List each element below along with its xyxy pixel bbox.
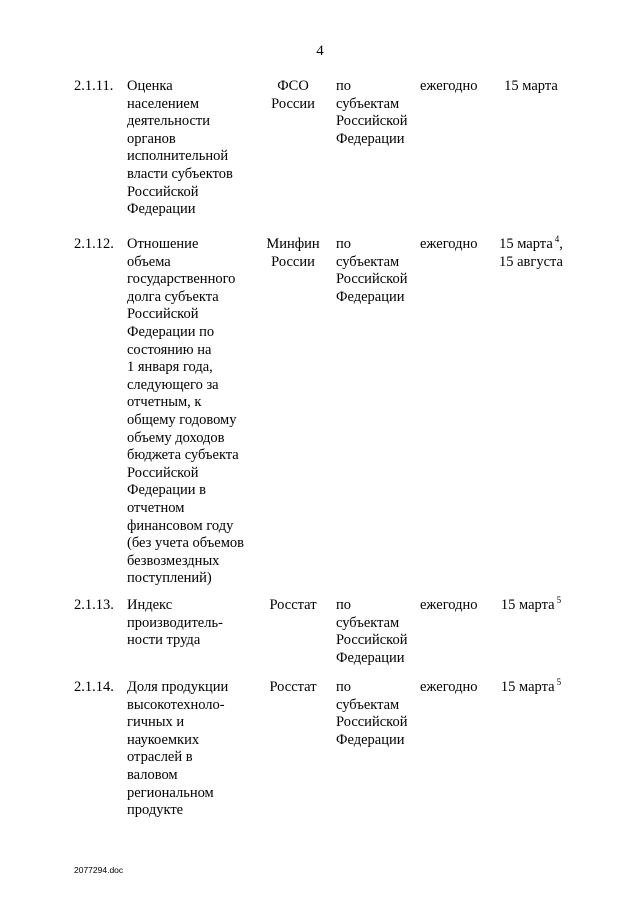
indicator-line: региональном (127, 784, 214, 801)
breakdown-level (336, 78, 416, 148)
responsible-agency (259, 679, 327, 697)
indicator-line: наукоемких (127, 731, 200, 748)
indicator-line: отчетном (127, 499, 185, 516)
breakdown-line: по (336, 679, 352, 695)
breakdown-line: Федерации (336, 731, 405, 748)
indicator-line: состоянию на (127, 341, 212, 358)
footnote-marker: 5 (556, 677, 562, 687)
indicator-line: отраслей в (127, 749, 193, 766)
date-text: 15 марта (504, 78, 558, 94)
indicator-line: бюджета субъекта (127, 447, 239, 464)
indicator-line: Отношение (127, 236, 199, 252)
indicator-line: гичных и (127, 714, 185, 731)
indicator-table (0, 78, 640, 829)
document-filename: 2077294.doc (74, 865, 124, 875)
date-separator: , (559, 236, 563, 252)
breakdown-level (336, 597, 416, 667)
indicator-line: следующего за (127, 376, 219, 393)
agency-line: России (271, 253, 315, 270)
footnote-marker: 4 (554, 234, 560, 244)
indicator-line: Оценка (127, 78, 173, 94)
row-number: 2.1.11. (74, 78, 114, 94)
indicator-line: органов (127, 130, 176, 147)
table-row (0, 679, 640, 829)
date-text: 15 марта (500, 597, 555, 613)
breakdown-line: Федерации (336, 288, 405, 305)
indicator-line: Федерации (127, 201, 196, 218)
breakdown-line: по (336, 597, 352, 613)
periodicity: ежегодно (420, 78, 478, 94)
responsible-agency (259, 78, 327, 113)
periodicity: ежегодно (420, 679, 478, 695)
indicator-line: Доля продукции (127, 679, 229, 695)
breakdown-line: субъектам (336, 253, 400, 270)
breakdown-level (336, 236, 416, 306)
indicator-line: государственного (127, 271, 236, 288)
indicator-line: Федерации по (127, 323, 215, 340)
footnote-marker: 5 (556, 595, 562, 605)
row-number: 2.1.13. (74, 597, 114, 613)
indicator-name (127, 78, 257, 219)
date-text: 15 марта (499, 236, 553, 252)
breakdown-line: Российской (336, 113, 408, 130)
indicator-line: исполнительной (127, 148, 229, 165)
breakdown-line: Федерации (336, 649, 405, 666)
indicator-name (127, 597, 257, 650)
breakdown-line: субъектам (336, 95, 400, 112)
breakdown-line: Российской (336, 714, 408, 731)
indicator-line: объема (127, 253, 171, 270)
indicator-line: производитель- (127, 614, 223, 631)
indicator-line: объему доходов (127, 429, 225, 446)
agency-line: Росстат (269, 597, 317, 613)
indicator-line: власти субъектов (127, 165, 233, 182)
indicator-line: Российской (127, 183, 199, 200)
indicator-line: Индекс (127, 597, 173, 613)
responsible-agency (259, 597, 327, 615)
indicator-line: Российской (127, 306, 199, 323)
indicator-line: ности труда (127, 632, 201, 649)
breakdown-line: Российской (336, 271, 408, 288)
indicator-name (127, 679, 257, 820)
breakdown-line: Федерации (336, 130, 405, 147)
breakdown-line: субъектам (336, 696, 400, 713)
submission-date (486, 679, 576, 697)
indicator-line: деятельности (127, 113, 211, 130)
breakdown-line: по (336, 236, 352, 252)
indicator-line: Федерации в (127, 482, 206, 499)
agency-line: ФСО (277, 78, 309, 94)
periodicity: ежегодно (420, 236, 478, 252)
indicator-line: общему годовому (127, 411, 237, 428)
periodicity: ежегодно (420, 597, 478, 613)
page-number: 4 (316, 43, 324, 59)
indicator-line: продукте (127, 802, 184, 819)
indicator-line: поступлений) (127, 570, 212, 587)
agency-line: России (271, 95, 315, 112)
indicator-line: (без учета объемов (127, 535, 245, 552)
breakdown-level (336, 679, 416, 749)
responsible-agency (259, 236, 327, 271)
indicator-line: безвозмездных (127, 552, 220, 569)
row-number: 2.1.14. (74, 679, 114, 695)
indicator-line: Российской (127, 464, 199, 481)
indicator-line: отчетным, к (127, 394, 202, 411)
breakdown-line: субъектам (336, 614, 400, 631)
submission-date (486, 597, 576, 615)
submission-date (486, 236, 576, 271)
breakdown-line: Российской (336, 632, 408, 649)
indicator-line: долга субъекта (127, 288, 219, 305)
indicator-name (127, 236, 257, 588)
table-row (0, 78, 640, 236)
date-text: 15 марта (500, 679, 555, 695)
indicator-line: высокотехноло- (127, 696, 225, 713)
indicator-line: валовом (127, 766, 178, 783)
table-row (0, 597, 640, 679)
breakdown-line: по (336, 78, 352, 94)
submission-date (486, 78, 576, 96)
agency-line: Росстат (269, 679, 317, 695)
indicator-line: 1 января года, (127, 359, 213, 376)
indicator-line: населением (127, 95, 200, 112)
row-number: 2.1.12. (74, 236, 114, 252)
table-row (0, 236, 640, 597)
indicator-line: финансовом году (127, 517, 234, 534)
agency-line: Минфин (266, 236, 320, 252)
date-text: 15 августа (499, 253, 563, 270)
